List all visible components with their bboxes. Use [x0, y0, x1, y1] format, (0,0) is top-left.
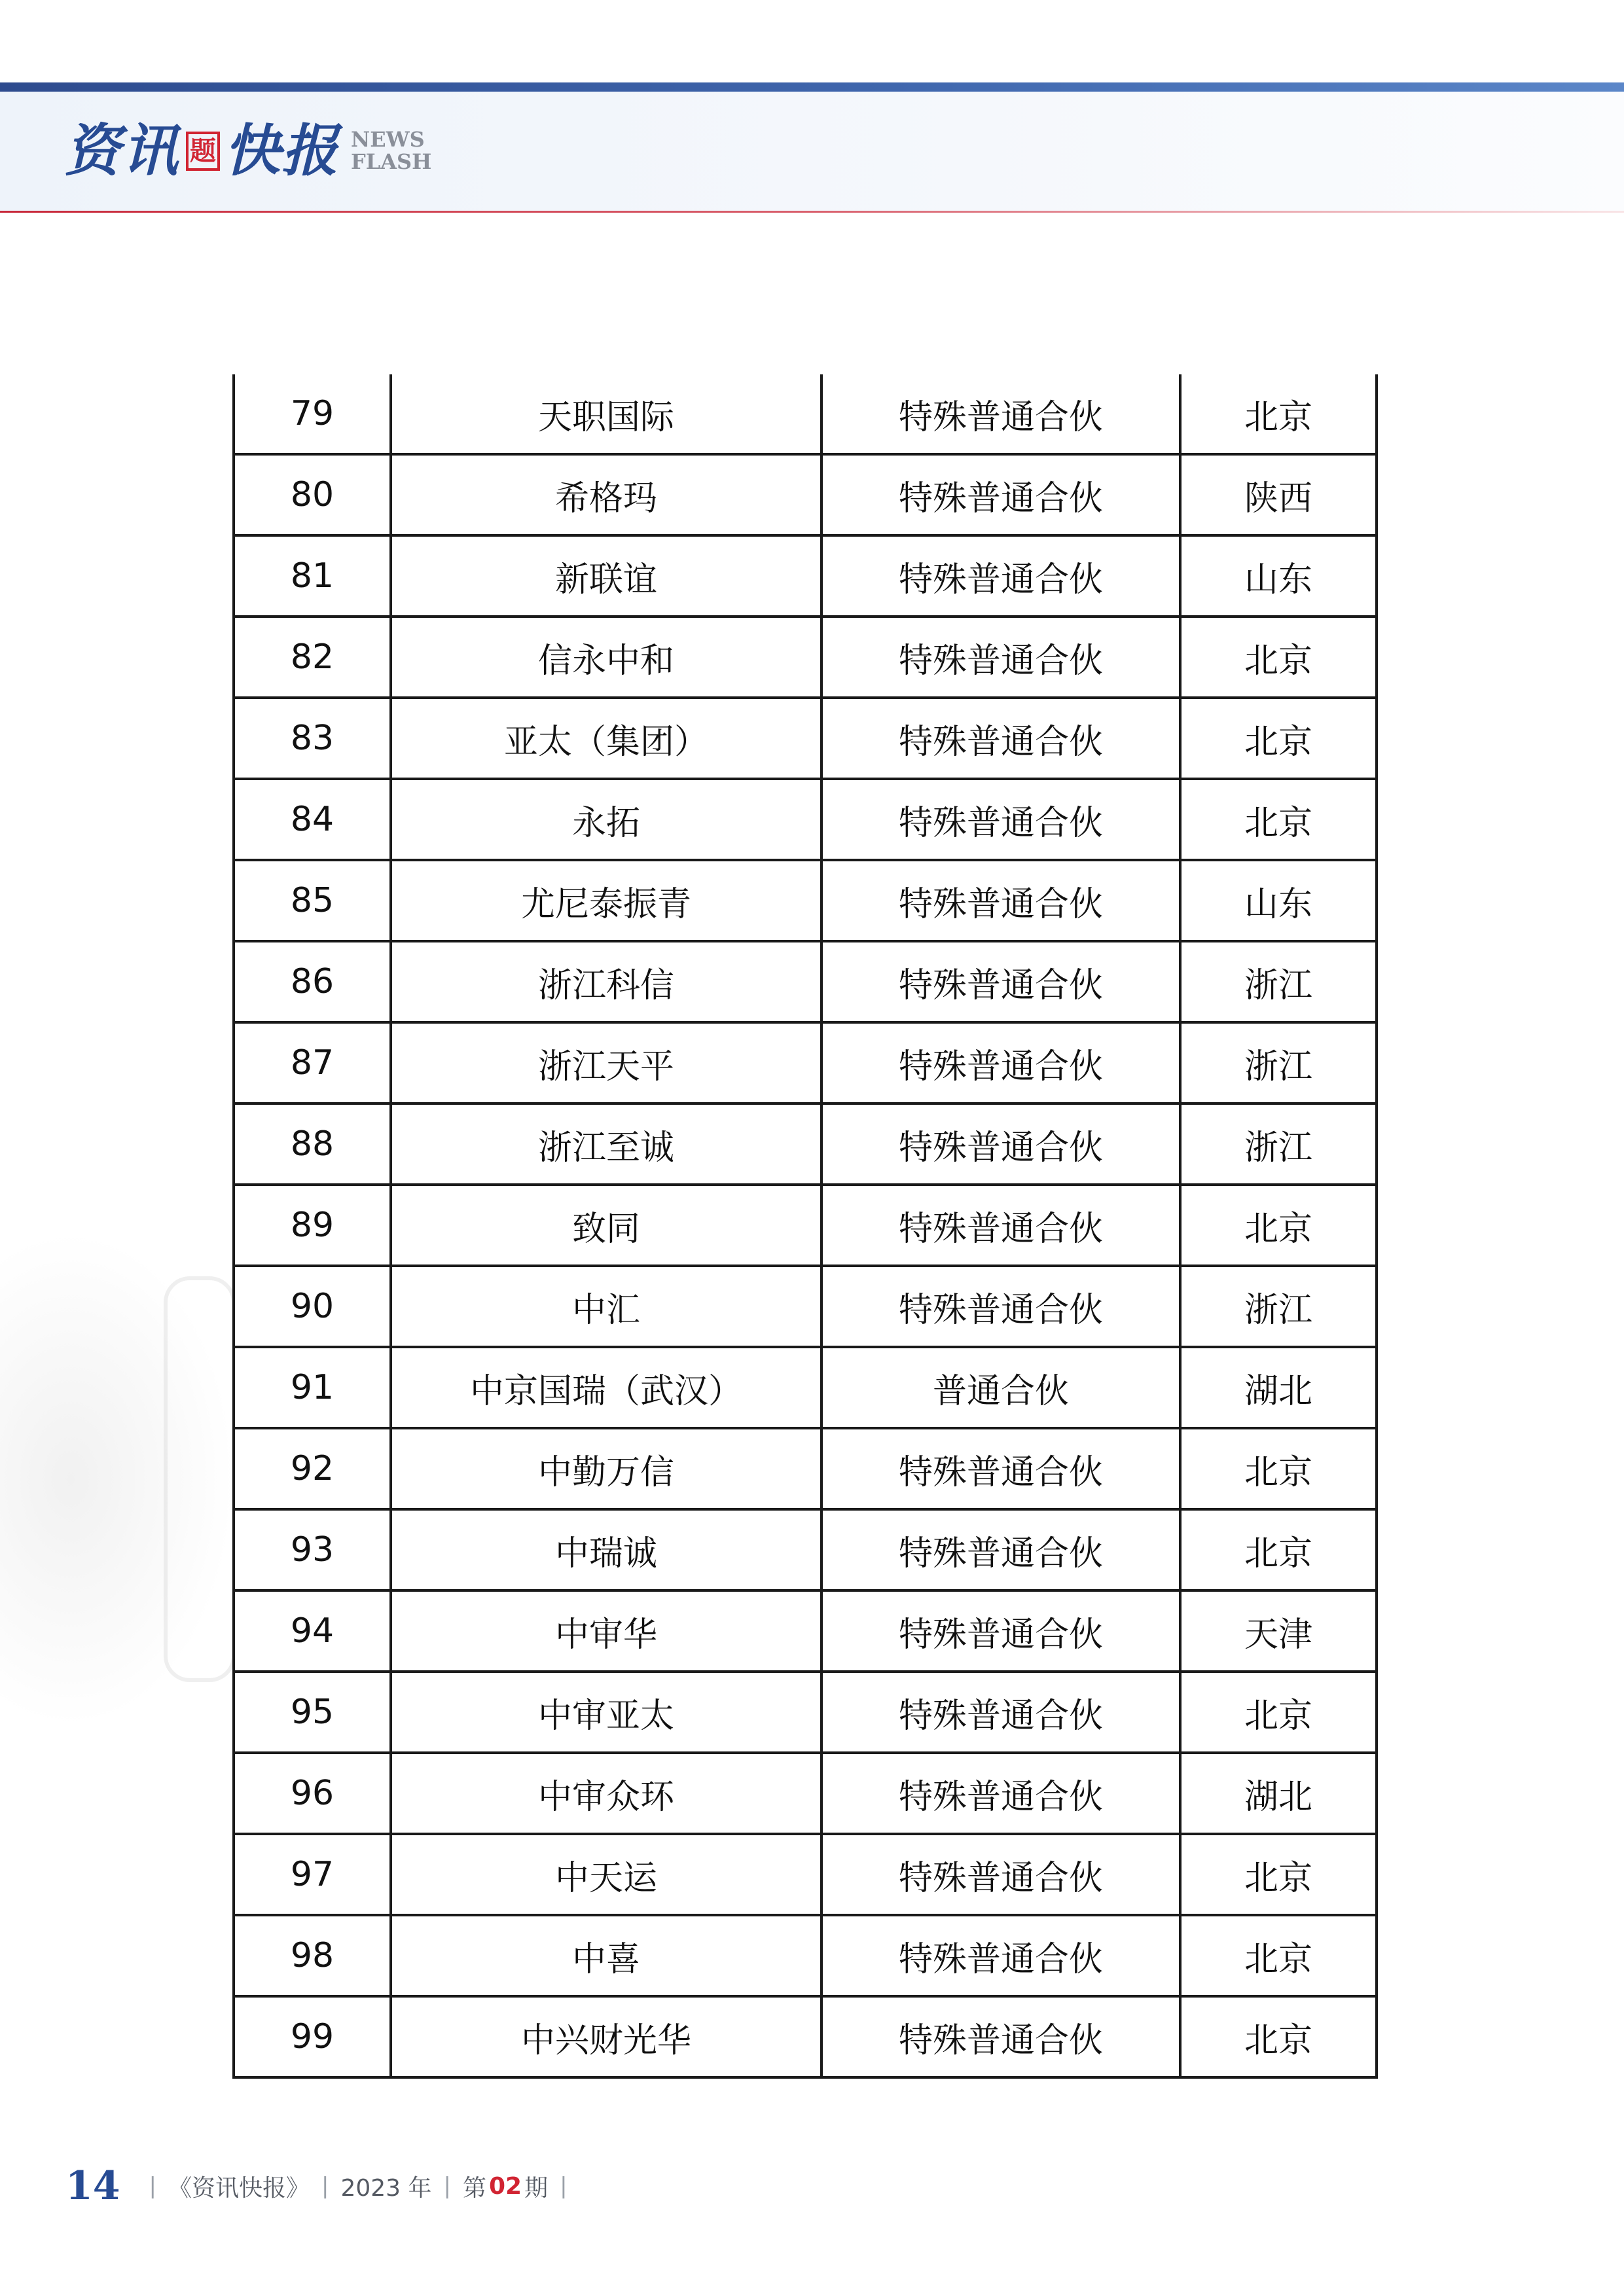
row-number-cell: 97	[234, 1834, 391, 1915]
row-number-cell: 89	[234, 1185, 391, 1266]
table-row	[234, 1022, 1377, 1103]
row-number-cell: 79	[234, 374, 391, 454]
row-number-cell: 94	[234, 1590, 391, 1672]
table-row	[234, 1834, 1377, 1915]
firm-name-cell: 浙江至诚	[391, 1103, 821, 1185]
firm-name-cell: 浙江天平	[391, 1022, 821, 1103]
row-number-cell: 98	[234, 1915, 391, 1996]
row-number-cell: 81	[234, 535, 391, 617]
table-row	[234, 698, 1377, 779]
row-number-cell: 88	[234, 1103, 391, 1185]
region-cell: 北京	[1180, 698, 1377, 779]
partnership-type-cell: 特殊普通合伙	[821, 1103, 1180, 1185]
footer-publication: 《资讯快报》	[168, 2174, 310, 2202]
table-row	[234, 1347, 1377, 1428]
region-cell: 浙江	[1180, 1022, 1377, 1103]
firm-name-cell: 中审亚太	[391, 1672, 821, 1753]
table-row	[234, 1266, 1377, 1347]
table-row	[234, 374, 1377, 454]
firm-name-cell: 中审华	[391, 1590, 821, 1672]
table-row	[234, 1509, 1377, 1590]
partnership-type-cell: 特殊普通合伙	[821, 1428, 1180, 1509]
row-number-cell: 96	[234, 1753, 391, 1834]
firm-name-cell: 中京国瑞（武汉）	[391, 1347, 821, 1428]
region-cell: 北京	[1180, 374, 1377, 454]
table-row	[234, 860, 1377, 941]
region-cell: 浙江	[1180, 941, 1377, 1022]
firm-name-cell: 中喜	[391, 1915, 821, 1996]
table-row	[234, 1590, 1377, 1672]
row-number-cell: 99	[234, 1996, 391, 2077]
row-number-cell: 93	[234, 1509, 391, 1590]
partnership-type-cell: 特殊普通合伙	[821, 1834, 1180, 1915]
firm-name-cell: 信永中和	[391, 617, 821, 698]
row-number-cell: 86	[234, 941, 391, 1022]
partnership-type-cell: 特殊普通合伙	[821, 941, 1180, 1022]
table-row	[234, 1753, 1377, 1834]
page-number: 14	[65, 2163, 120, 2209]
firm-name-cell: 中审众环	[391, 1753, 821, 1834]
table-row	[234, 1672, 1377, 1753]
region-cell: 北京	[1180, 1915, 1377, 1996]
firm-name-cell: 希格玛	[391, 454, 821, 535]
row-number-cell: 83	[234, 698, 391, 779]
masthead-word-left: 资讯	[64, 118, 179, 184]
partnership-type-cell: 特殊普通合伙	[821, 1590, 1180, 1672]
firm-roster-table	[232, 374, 1378, 2079]
region-cell: 北京	[1180, 1996, 1377, 2077]
masthead-english-line2: FLASH	[351, 149, 432, 174]
region-cell: 陕西	[1180, 454, 1377, 535]
firm-name-cell: 中汇	[391, 1266, 821, 1347]
footer-separator: |	[321, 2173, 329, 2199]
partnership-type-cell: 特殊普通合伙	[821, 535, 1180, 617]
masthead-word-right: 快报	[224, 118, 339, 184]
firm-name-cell: 浙江科信	[391, 941, 821, 1022]
footer-separator: |	[443, 2173, 451, 2199]
row-number-cell: 95	[234, 1672, 391, 1753]
row-number-cell: 87	[234, 1022, 391, 1103]
partnership-type-cell: 特殊普通合伙	[821, 1509, 1180, 1590]
region-cell: 山东	[1180, 860, 1377, 941]
table-row	[234, 779, 1377, 860]
partnership-type-cell: 特殊普通合伙	[821, 1266, 1180, 1347]
partnership-type-cell: 特殊普通合伙	[821, 1915, 1180, 1996]
footer-issue-number: 02	[489, 2172, 522, 2200]
partnership-type-cell: 特殊普通合伙	[821, 454, 1180, 535]
region-cell: 浙江	[1180, 1266, 1377, 1347]
partnership-type-cell: 特殊普通合伙	[821, 860, 1180, 941]
region-cell: 北京	[1180, 1834, 1377, 1915]
footer-issue-prefix: 第	[462, 2174, 486, 2202]
region-cell: 湖北	[1180, 1347, 1377, 1428]
partnership-type-cell: 特殊普通合伙	[821, 1996, 1180, 2077]
partnership-type-cell: 特殊普通合伙	[821, 1185, 1180, 1266]
table-row	[234, 617, 1377, 698]
region-cell: 北京	[1180, 1672, 1377, 1753]
header-top-rule	[0, 82, 1624, 92]
row-number-cell: 91	[234, 1347, 391, 1428]
firm-name-cell: 中天运	[391, 1834, 821, 1915]
region-cell: 浙江	[1180, 1103, 1377, 1185]
partnership-type-cell: 特殊普通合伙	[821, 374, 1180, 454]
footer-issue-suffix: 期	[524, 2174, 549, 2202]
table-row	[234, 1915, 1377, 1996]
region-cell: 湖北	[1180, 1753, 1377, 1834]
region-cell: 北京	[1180, 1428, 1377, 1509]
firm-name-cell: 中兴财光华	[391, 1996, 821, 2077]
region-cell: 北京	[1180, 617, 1377, 698]
row-number-cell: 92	[234, 1428, 391, 1509]
firm-name-cell: 亚太（集团）	[391, 698, 821, 779]
firm-name-cell: 致同	[391, 1185, 821, 1266]
partnership-type-cell: 特殊普通合伙	[821, 617, 1180, 698]
footer-year: 2023 年	[340, 2174, 432, 2202]
partnership-type-cell: 特殊普通合伙	[821, 1672, 1180, 1753]
table-row	[234, 941, 1377, 1022]
region-cell: 山东	[1180, 535, 1377, 617]
table-row	[234, 1996, 1377, 2077]
masthead-english	[351, 129, 431, 173]
firm-name-cell: 尤尼泰振青	[391, 860, 821, 941]
partnership-type-cell: 普通合伙	[821, 1347, 1180, 1428]
row-number-cell: 84	[234, 779, 391, 860]
table-row	[234, 1103, 1377, 1185]
table-row	[234, 1185, 1377, 1266]
firm-name-cell: 永拓	[391, 779, 821, 860]
partnership-type-cell: 特殊普通合伙	[821, 1022, 1180, 1103]
firm-name-cell: 中瑞诚	[391, 1509, 821, 1590]
masthead-english-line1: NEWS	[351, 127, 425, 152]
footer-separator: |	[560, 2173, 568, 2199]
partnership-type-cell: 特殊普通合伙	[821, 1753, 1180, 1834]
masthead-seal: 题	[186, 132, 220, 171]
table-row	[234, 454, 1377, 535]
row-number-cell: 80	[234, 454, 391, 535]
row-number-cell: 85	[234, 860, 391, 941]
partnership-type-cell: 特殊普通合伙	[821, 698, 1180, 779]
firm-name-cell: 中勤万信	[391, 1428, 821, 1509]
region-cell: 天津	[1180, 1590, 1377, 1672]
firm-name-cell: 新联谊	[391, 535, 821, 617]
masthead-logo	[64, 115, 431, 187]
page-footer	[65, 2160, 579, 2212]
table-row	[234, 535, 1377, 617]
table-row	[234, 1428, 1377, 1509]
row-number-cell: 90	[234, 1266, 391, 1347]
region-cell: 北京	[1180, 1509, 1377, 1590]
row-number-cell: 82	[234, 617, 391, 698]
footer-separator: |	[149, 2173, 156, 2199]
firm-name-cell: 天职国际	[391, 374, 821, 454]
region-cell: 北京	[1180, 779, 1377, 860]
partnership-type-cell: 特殊普通合伙	[821, 779, 1180, 860]
firm-roster-body	[234, 374, 1377, 2077]
region-cell: 北京	[1180, 1185, 1377, 1266]
header-red-rule	[0, 211, 1624, 213]
background-frame	[164, 1276, 236, 1682]
